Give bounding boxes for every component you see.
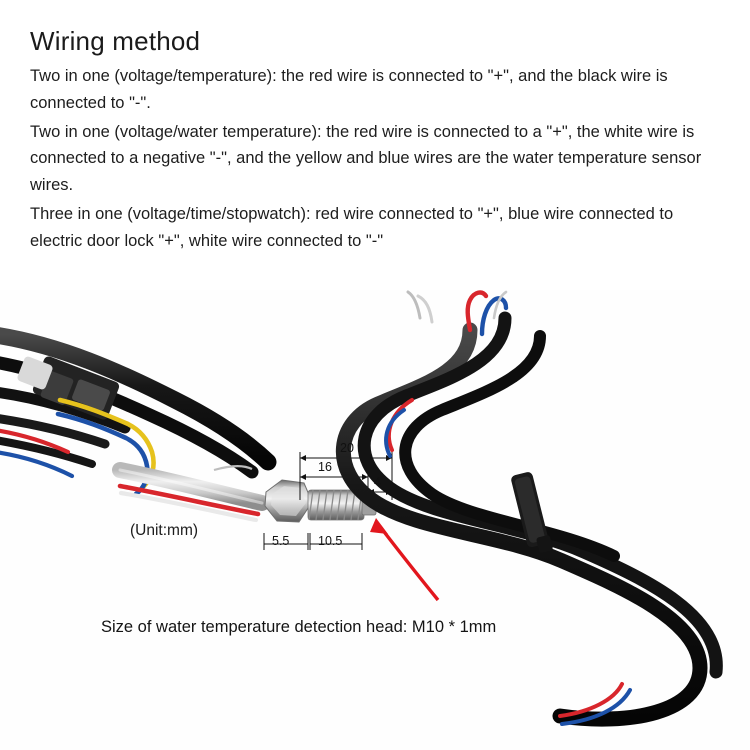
dimension-thread: 16	[318, 460, 332, 474]
dimension-hex-width: 5.5	[272, 534, 290, 548]
photo-background	[0, 290, 750, 750]
wiring-method-text	[30, 26, 730, 256]
paragraph-two-in-one-voltage-temperature: Two in one (voltage/temperature): the red wire is connected to "+", and the black wire is connected to "-".	[30, 67, 668, 112]
dimension-tip: 4	[374, 475, 381, 489]
size-label: Size of water temperature detection head: M10 * 1mm	[101, 618, 497, 636]
product-photo	[0, 290, 750, 750]
dimension-total: 20	[340, 441, 354, 455]
unit-label: (Unit:mm)	[130, 522, 199, 539]
page-title: Wiring method	[30, 26, 201, 56]
dimension-body-width: 10.5	[318, 534, 343, 548]
paragraph-three-in-one: Three in one (voltage/time/stopwatch): red wire connected to "+", blue wire connected to electric door lock "+", white wire connected to "-"	[30, 204, 674, 250]
paragraph-two-in-one-water-temperature: Two in one (voltage/water temperature): the red wire is connected to a "+", the white wire is connected to a negative "-", and the yellow and blue wires are the water temperature sensor wires.	[30, 122, 702, 195]
